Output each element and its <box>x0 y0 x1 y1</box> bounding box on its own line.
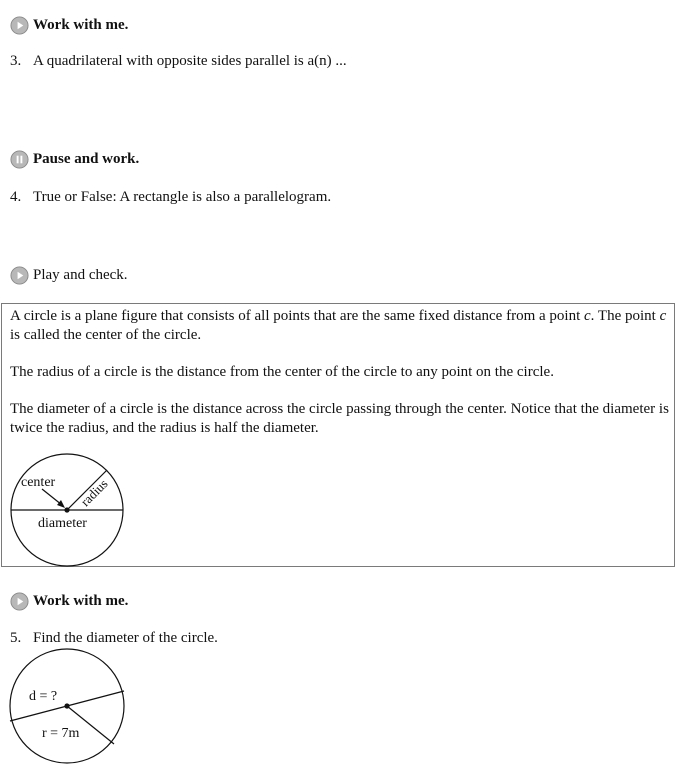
question-text: A quadrilateral with opposite sides parallel is a(n) ... <box>33 53 347 69</box>
definition-box <box>1 303 675 567</box>
play-icon[interactable] <box>10 16 29 35</box>
section-heading-label: Play and check. <box>33 266 128 283</box>
question-number: 4. <box>10 189 22 205</box>
play-icon[interactable] <box>10 266 29 285</box>
circle-diagram <box>6 453 128 569</box>
question-5 <box>10 630 218 647</box>
section-heading-label: Work with me. <box>33 592 129 609</box>
definition-paragraph-radius: The radius of a circle is the distance from the center of the circle to any point on the circle. <box>10 364 554 380</box>
section-heading-work-with-me <box>10 14 128 36</box>
diameter-problem-diagram <box>8 648 128 768</box>
section-heading-label: Work with me. <box>33 16 129 33</box>
center-point <box>64 507 69 512</box>
center-point <box>64 703 69 708</box>
variable-c: c <box>659 308 667 324</box>
question-3 <box>10 53 347 70</box>
section-heading-label: Pause and work. <box>33 150 140 167</box>
question-number: 3. <box>10 53 22 69</box>
radius-value-label: r = 7m <box>42 726 80 741</box>
question-text: True or False: A rectangle is also a parallelogram. <box>33 189 332 205</box>
question-4 <box>10 189 331 206</box>
pause-icon[interactable] <box>10 150 29 169</box>
radius-label: radius <box>77 476 111 510</box>
center-label: center <box>21 475 56 490</box>
section-heading-play-and-check <box>10 264 128 286</box>
definition-text: A circle is a plane figure that consists of all points that are the same fixed distance from a point <box>10 308 584 324</box>
section-heading-pause-and-work <box>10 148 139 170</box>
question-text: Find the diameter of the circle. <box>33 630 218 646</box>
variable-c: c <box>584 308 591 324</box>
diameter-question-label: d = ? <box>29 689 58 704</box>
definition-text: is called the center of the circle. <box>10 327 202 343</box>
definition-paragraph-diameter: The diameter of a circle is the distance across the circle passing through the center. Notice that the diameter is twice the radius, and the radius is half the diameter. <box>10 401 669 436</box>
question-number: 5. <box>10 630 22 646</box>
play-icon[interactable] <box>10 592 29 611</box>
section-heading-work-with-me-2 <box>10 590 128 612</box>
diameter-label: diameter <box>38 516 87 531</box>
definition-paragraph-circle <box>10 307 670 345</box>
definition-text: . The point <box>590 308 660 324</box>
